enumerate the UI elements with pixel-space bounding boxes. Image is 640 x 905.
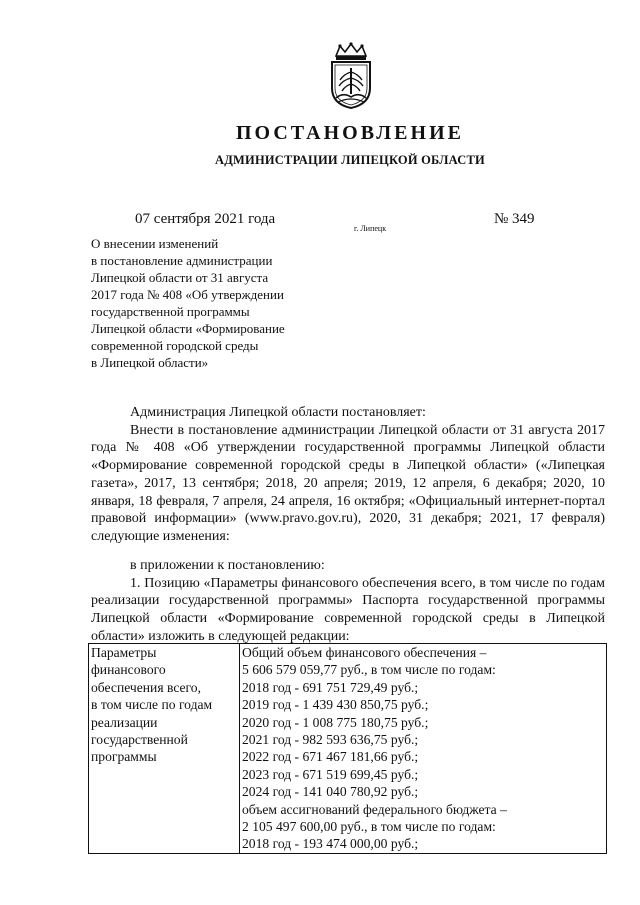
cell-line: финансового xyxy=(91,662,166,678)
document-title: ПОСТАНОВЛЕНИЕ xyxy=(236,122,464,144)
cell-line: 2023 год - 671 519 699,45 руб.; xyxy=(242,766,419,782)
subject-line: государственной программы xyxy=(91,304,250,319)
table-cell-parameter xyxy=(89,644,240,854)
table-cell-values xyxy=(240,644,607,854)
document-subtitle: АДМИНИСТРАЦИИ ЛИПЕЦКОЙ ОБЛАСТИ xyxy=(215,153,485,167)
subject-line: О внесении изменений xyxy=(91,236,219,251)
cell-line: 2018 год - 691 751 729,49 руб.; xyxy=(242,679,419,695)
cell-line: 2024 год - 141 040 780,92 руб.; xyxy=(242,784,419,800)
financing-table xyxy=(88,643,607,854)
document-subject xyxy=(91,235,351,371)
document-date: 07 сентября 2021 года xyxy=(135,211,276,227)
subject-line: в постановление администрации xyxy=(91,253,273,268)
body-text-1 xyxy=(91,404,605,546)
document-number: № 349 xyxy=(494,211,535,227)
cell-line: в том числе по годам xyxy=(91,697,213,713)
subject-line: Липецкой области от 31 августа xyxy=(91,270,269,285)
cell-line: программы xyxy=(91,749,157,765)
cell-line: Общий объем финансового обеспечения – xyxy=(242,645,487,660)
resolution-intro: Администрация Липецкой области постановляет: xyxy=(130,405,426,420)
coat-of-arms-icon xyxy=(326,42,376,110)
resolution-paragraph: Внести в постановление администрации Липецкой области от 31 августа 2017 года № 408 «Об утверждении государственной программы Липецкой области «Формирование современной городской среды в Липецкой области» («Липецкая газета», 2017, 13 сентября; 2018, 20 апреля; 2019, 12 апреля, 6 декабря; 2020, 10 января, 18 февраля, 7 апреля, 24 апреля, 16 октября; «Официальный интернет-портал правовой информации» (www.pravo.gov.ru), 2020, 31 декабря; 2021, 17 февраля) следующие изменения: xyxy=(91,422,605,544)
table-row xyxy=(89,644,607,854)
document-city: г. Липецк xyxy=(354,224,387,233)
body-text-2 xyxy=(91,557,605,646)
subject-line: 2017 года № 408 «Об утверждении xyxy=(91,287,284,302)
cell-line: объем ассигнований федерального бюджета – xyxy=(242,801,507,817)
cell-line: 2018 год - 193 474 000,00 руб.; xyxy=(242,836,419,852)
cell-line: обеспечения всего, xyxy=(91,679,201,695)
cell-line: Параметры xyxy=(91,645,157,660)
subject-line: современной городской среды xyxy=(91,338,259,353)
cell-line: 5 606 579 059,77 руб., в том числе по годам: xyxy=(242,662,496,678)
subject-line: Липецкой области «Формирование xyxy=(91,321,285,336)
change-item-1: 1. Позицию «Параметры финансового обеспечения всего, в том числе по годам реализации государственной программы» Паспорта государственной программы Липецкой области «Формирование современной городской среды в Липецкой области» изложить в следующей редакции: xyxy=(91,575,605,644)
cell-line: 2019 год - 1 439 430 850,75 руб.; xyxy=(242,697,429,713)
appendix-intro: в приложении к постановлению: xyxy=(130,558,325,573)
subject-line: в Липецкой области» xyxy=(91,355,209,370)
cell-line: 2022 год - 671 467 181,66 руб.; xyxy=(242,749,419,765)
cell-line: государственной xyxy=(91,732,188,748)
cell-line: 2 105 497 600,00 руб., в том числе по годам: xyxy=(242,819,496,835)
cell-line: 2020 год - 1 008 775 180,75 руб.; xyxy=(242,714,429,730)
cell-line: 2021 год - 982 593 636,75 руб.; xyxy=(242,732,419,748)
cell-line: реализации xyxy=(91,714,158,730)
